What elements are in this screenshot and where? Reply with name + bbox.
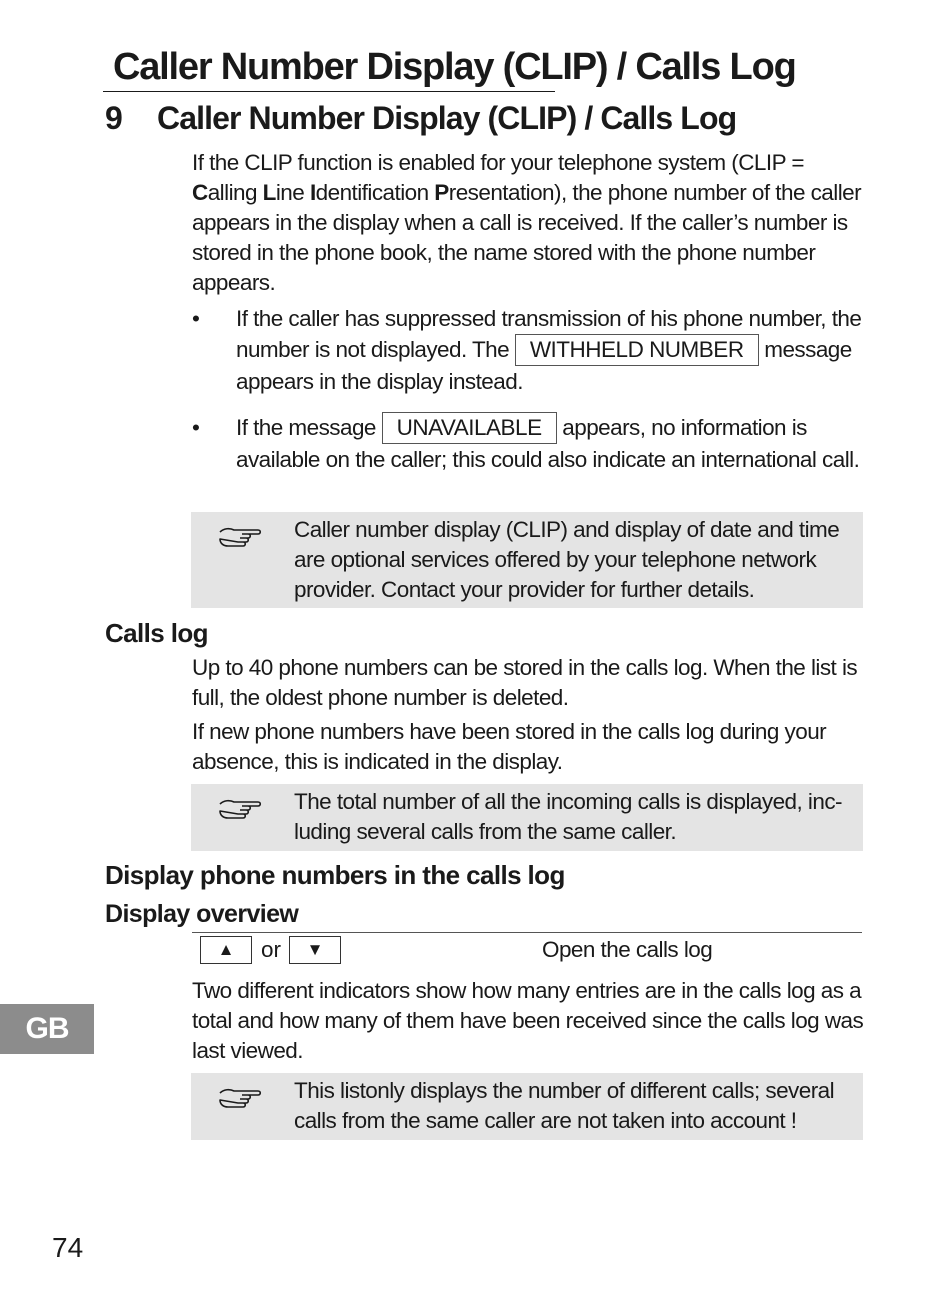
calls-log-paragraph-1: Up to 40 phone numbers can be stored in the calls log. When the list is full, the oldest phone number is deleted.	[192, 655, 858, 710]
pointing-hand-icon	[218, 796, 262, 822]
note-box-clip: Caller number display (CLIP) and display of date and time are optional services offered by your telephone network provider. Contact your provider for further details.	[191, 512, 863, 608]
subsection-rule	[192, 932, 862, 933]
page-number: 74	[52, 1232, 84, 1263]
display-message-withheld: WITHHELD NUMBER	[515, 334, 759, 366]
indicators-paragraph: Two different indicators show how many entries are in the calls log as a total and how many of them have been received since the calls log was last viewed.	[192, 978, 864, 1063]
up-arrow-key-icon: ▲	[200, 936, 252, 964]
pointing-hand-icon	[218, 1085, 262, 1111]
chapter-number: 9	[105, 100, 122, 136]
intro-paragraph: If the CLIP function is enabled for your telephone system (CLIP = Calling Line Identification Presentation), the phone number of the caller appears in the display when a call is received. If the caller’s number is stored in the phone book, the name stored with the phone number appears.	[192, 150, 862, 295]
header-rule	[103, 91, 555, 92]
calls-log-paragraph-2: If new phone numbers have been stored in the calls log during your absence, this is indicated in the display.	[192, 719, 827, 774]
bullet-marker: •	[192, 415, 200, 440]
chapter-title	[105, 98, 736, 138]
pointing-hand-icon	[218, 524, 262, 550]
display-message-unavailable: UNAVAILABLE	[382, 412, 557, 444]
page-header-title: Caller Number Display (CLIP) / Calls Log	[113, 46, 796, 88]
note-box-total-calls: The total number of all the incoming calls is displayed, inc-luding several calls from the same caller.	[191, 784, 863, 851]
subsection-display-overview: Display overview	[105, 900, 299, 928]
chapter-title-text: Caller Number Display (CLIP) / Calls Log	[157, 100, 737, 136]
language-tab-gb: GB	[0, 1004, 94, 1054]
bullet-withheld: • If the caller has suppressed transmission of his phone number, the number is not displayed. The WITHHELD NUMBER message appears in the display instead.	[192, 303, 864, 397]
section-heading-calls-log: Calls log	[105, 618, 208, 648]
note-box-different-calls: This listonly displays the number of different calls; several calls from the same caller are not taken into account !	[191, 1073, 863, 1140]
or-text: or	[261, 937, 282, 962]
down-arrow-key-icon: ▼	[289, 936, 341, 964]
bullet-marker: •	[192, 306, 200, 331]
key-description: Open the calls log	[542, 937, 713, 962]
bullet-unavailable: • If the message UNAVAILABLE appears, no information is available on the caller; this could also indicate an international call.	[192, 412, 864, 475]
section-heading-display-numbers: Display phone numbers in the calls log	[105, 860, 565, 890]
